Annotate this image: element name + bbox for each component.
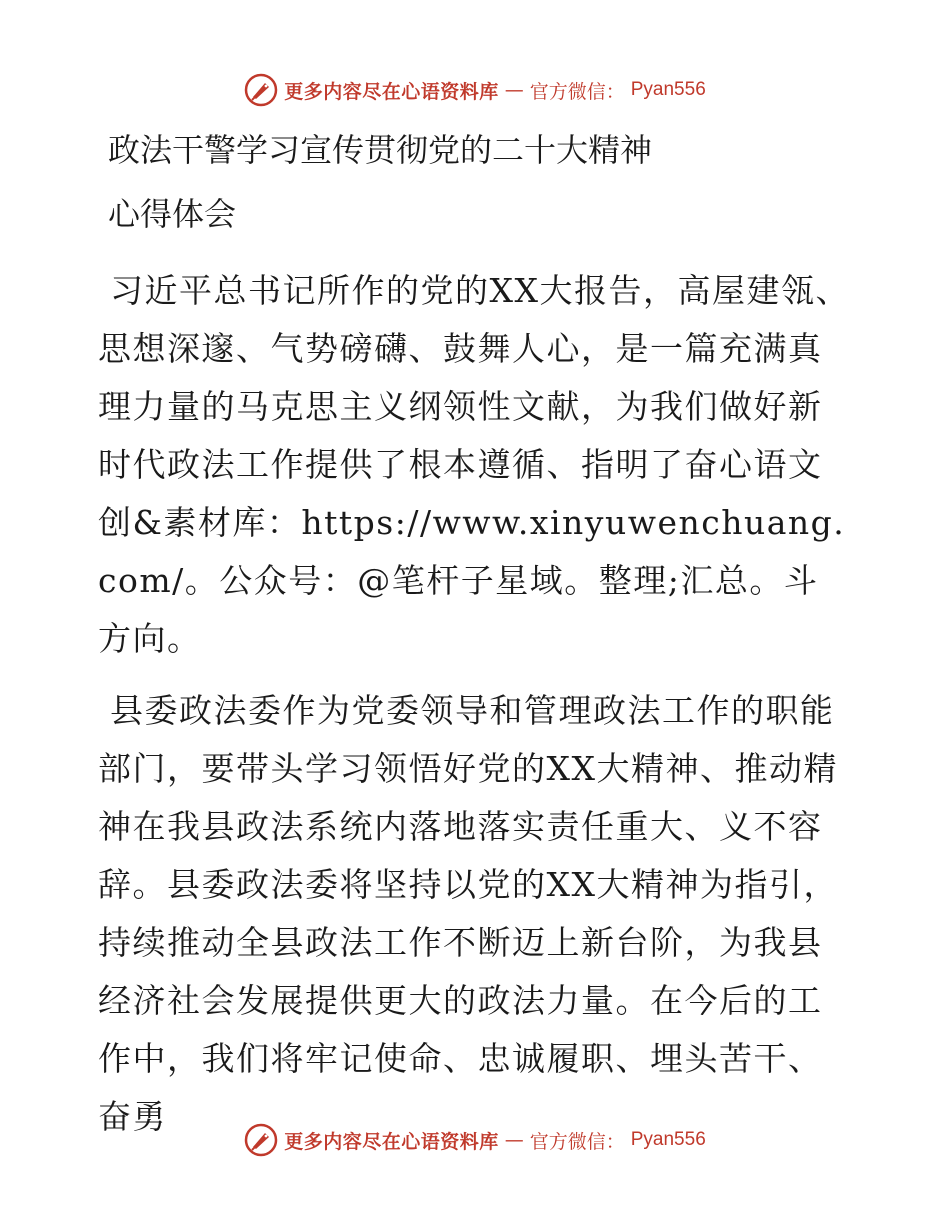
document-body [98,120,850,1146]
paragraph-1: 习近平总书记所作的党的XX大报告，高屋建瓴、思想深邃、气势磅礴、鼓舞人心，是一篇充满真理力量的马克思主义纲领性文献，为我们做好新时代政法工作提供了根本遵循、指明了奋心语文创&素材库：https://www.xinyuwenchuang.com/。公众号：@笔杆子星域。整理;汇总。斗方向。 [98,271,850,658]
banner-wechat-id: Pyan556 [630,1129,706,1150]
header-banner [0,70,950,110]
document-subtitle: 心得体会 [108,195,237,233]
banner-separator: — [504,79,524,101]
banner-main-text: 更多内容尽在心语资料库 [284,80,499,103]
footer-banner [0,1120,950,1160]
header-banner-inner [244,73,706,107]
paragraph-2: 县委政法委作为党委领导和管理政法工作的职能部门，要带头学习领悟好党的XX大精神、推动精神在我县政法系统内落地落实责任重大、义不容辞。县委政法委将坚持以党的XX大精神为指引，持续推动全县政法工作不断迈上新台阶，为我县经济社会发展提供更大的政法力量。在今后的工作中，我们将牢记使命、忠诚履职、埋头苦干、奋勇 [98,691,838,1136]
banner-wechat-label: 官方微信： [529,1130,625,1153]
document-title: 政法干警学习宣传贯彻党的二十大精神 [108,131,653,169]
banner-wechat-id: Pyan556 [630,79,706,100]
banner-wechat-label: 官方微信： [529,80,625,103]
pen-nib-logo-icon [244,73,278,107]
footer-banner-inner [244,1123,706,1157]
banner-main-text: 更多内容尽在心语资料库 [284,1130,499,1153]
banner-separator: — [504,1129,524,1151]
pen-nib-logo-icon [244,1123,278,1157]
